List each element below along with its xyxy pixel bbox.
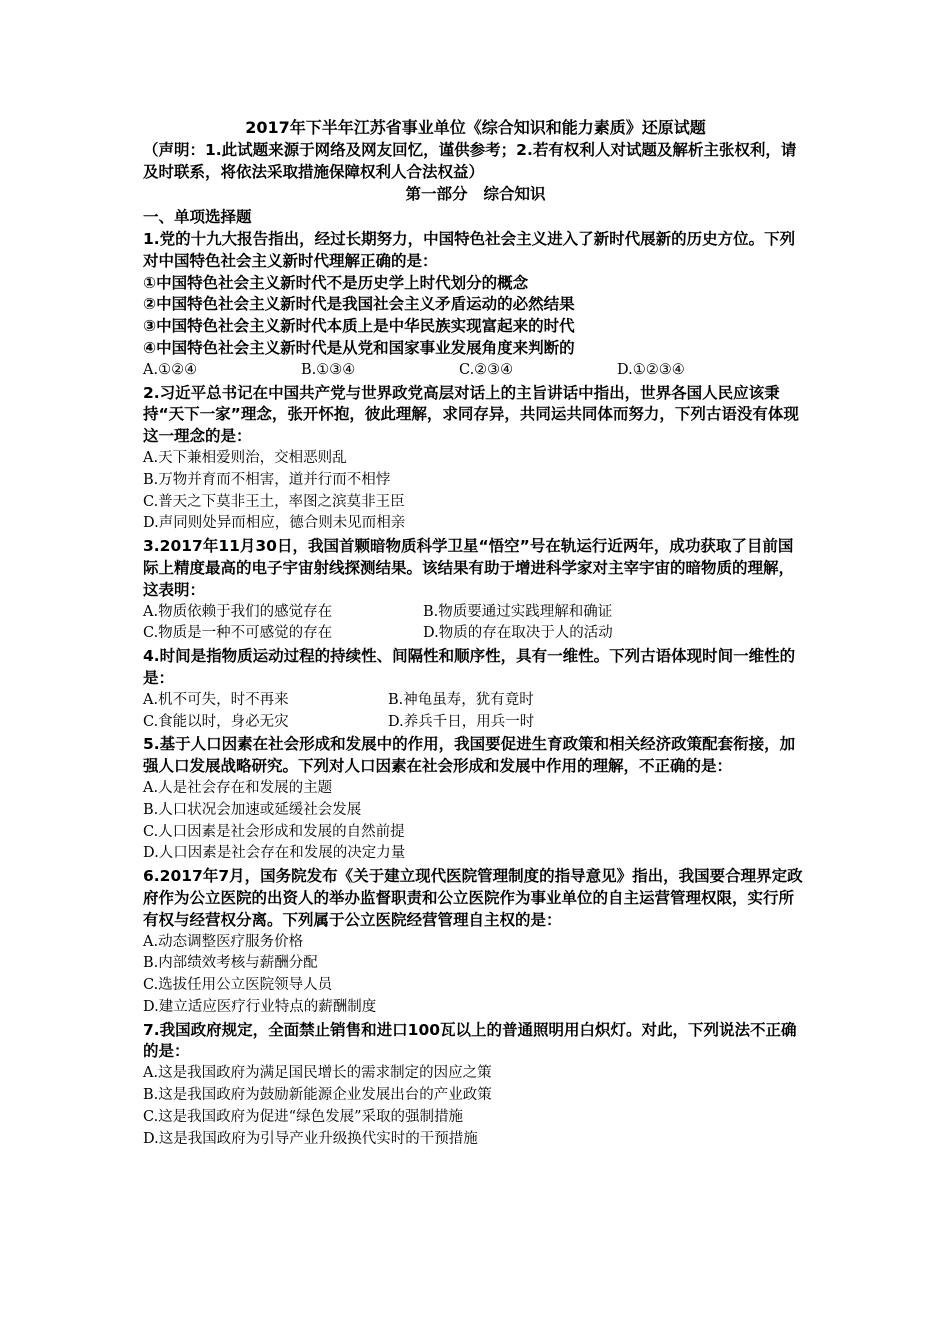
question-3 — [143, 536, 808, 645]
part-heading — [143, 183, 808, 205]
statement-1: ①中国特色社会主义新时代不是历史学上时代划分的概念 — [143, 273, 529, 292]
option-c: C.物质是一种不可感觉的存在 — [143, 625, 333, 642]
option-a: A.机不可失，时不再来 — [143, 691, 289, 708]
option-row — [143, 623, 808, 645]
option-a: A.物质依赖于我们的感觉存在 — [143, 603, 333, 620]
question-7 — [143, 1020, 808, 1151]
question-stem: 2.习近平总书记在中国共产党与世界政党高层对话上的主旨讲话中指出，世界各国人民应该秉持“天下一家”理念，张开怀抱，彼此理解，求同存异，共同运共同体而努力，下列古语没有体现这一理念的是： — [143, 383, 799, 446]
option-row — [143, 360, 808, 382]
question-stem: 1.党的十九大报告指出，经过长期努力，中国特色社会主义进入了新时代展新的历史方位。下列对中国特色社会主义新时代理解正确的是： — [143, 230, 796, 270]
option-b: B.物质要通过实践理解和确证 — [423, 603, 613, 620]
statement-2: ②中国特色社会主义新时代是我国社会主义矛盾运动的必然结果 — [143, 295, 575, 314]
question-stem: 5.基于人口因素在社会形成和发展中的作用，我国要促进生育政策和相关经济政策配套衔接，加强人口发展战略研究。下列对人口因素在社会形成和发展中作用的理解，不正确的是： — [143, 735, 796, 776]
question-stem: 4.时间是指物质运动过程的持续性、间隔性和顺序性，具有一维性。下列古语体现时间一维性的是： — [143, 647, 796, 687]
option-d: D.声同则处异而相应，德合则未见而相亲 — [143, 515, 406, 532]
option-d: D.物质的存在取决于人的活动 — [423, 625, 613, 642]
question-stem: 3.2017年11月30日，我国首颗暗物质科学卫星“悟空”号在轨运行近两年，成功获取了目前国际上精度最高的电子宇宙射线探测结果。该结果有助于增进科学家对主宰宇宙的暗物质的理解，这表明： — [143, 537, 795, 599]
option-a: A.这是我国政府为满足国民增长的需求制定的因应之策 — [143, 1065, 492, 1082]
option-row — [143, 712, 808, 734]
document-content — [143, 117, 808, 1150]
page-title: 2017年下半年江苏省事业单位《综合知识和能力素质》还原试题 — [245, 118, 706, 137]
statement-3: ③中国特色社会主义新时代本质上是中华民族实现富起来的时代 — [143, 317, 575, 336]
question-5 — [143, 734, 808, 865]
option-b: B.内部绩效考核与薪酬分配 — [143, 955, 318, 972]
option-a: A.动态调整医疗服务价格 — [143, 933, 304, 950]
question-1 — [143, 229, 808, 382]
option-b: B.①③④ — [301, 361, 356, 378]
option-c: C.②③④ — [459, 361, 514, 378]
question-6 — [143, 866, 808, 1019]
option-b: B.这是我国政府为鼓励新能源企业发展出台的产业政策 — [143, 1087, 492, 1104]
question-stem: 6.2017年7月，国务院发布《关于建立现代医院管理制度的指导意见》指出，我国要合理界定政府作为公立医院的出资人的举办监督职责和公立医院作为事业单位的自主运营管理权限，实行所有权与经营权分离。下列属于公立医院经营管理自主权的是： — [143, 867, 803, 929]
option-b: B.万物并育而不相害，道并行而不相悖 — [143, 471, 391, 488]
option-b: B.人口状况会加速或延缓社会发展 — [143, 801, 362, 818]
option-d: D.①②③④ — [617, 361, 685, 378]
option-d: D.养兵千日，用兵一时 — [388, 713, 535, 730]
option-b: B.神龟虽寿，犹有竟时 — [388, 691, 534, 708]
option-c: C.这是我国政府为促进“绿色发展”采取的强制措施 — [143, 1108, 464, 1125]
option-d: D.这是我国政府为引导产业升级换代实时的干预措施 — [143, 1130, 478, 1147]
option-a: A.天下兼相爱则治，交相恶则乱 — [143, 449, 347, 466]
question-4 — [143, 646, 808, 733]
option-row — [143, 602, 808, 624]
option-a: A.人是社会存在和发展的主题 — [143, 779, 333, 796]
option-c: C.人口因素是社会形成和发展的自然前提 — [143, 823, 405, 840]
declaration-note: （声明：1.此试题来源于网络及网友回忆，谨供参考；2.若有权利人对试题及解析主张权利，请及时联系，将依法采取措施保障权利人合法权益） — [143, 141, 797, 181]
option-c: C.食能以时，身必无灾 — [143, 713, 289, 730]
option-c: C.普天之下莫非王土，率图之滨莫非王臣 — [143, 493, 405, 510]
statement-4: ④中国特色社会主义新时代是从党和国家事业发展角度来判断的 — [143, 338, 575, 357]
question-stem: 7.我国政府规定，全面禁止销售和进口100瓦以上的普通照明用白炽灯。对此，下列说法不正确的是： — [143, 1020, 797, 1061]
section-heading: 一、单项选择题 — [143, 208, 252, 226]
part-label: 第一部分 — [405, 185, 468, 203]
option-d: D.建立适应医疗行业特点的薪酬制度 — [143, 998, 377, 1015]
option-d: D.人口因素是社会存在和发展的决定力量 — [143, 845, 406, 862]
option-c: C.选拔任用公立医院领导人员 — [143, 977, 333, 994]
option-row — [143, 690, 808, 712]
option-a: A.①②④ — [143, 361, 198, 378]
question-2 — [143, 383, 808, 536]
part-name: 综合知识 — [483, 185, 546, 203]
